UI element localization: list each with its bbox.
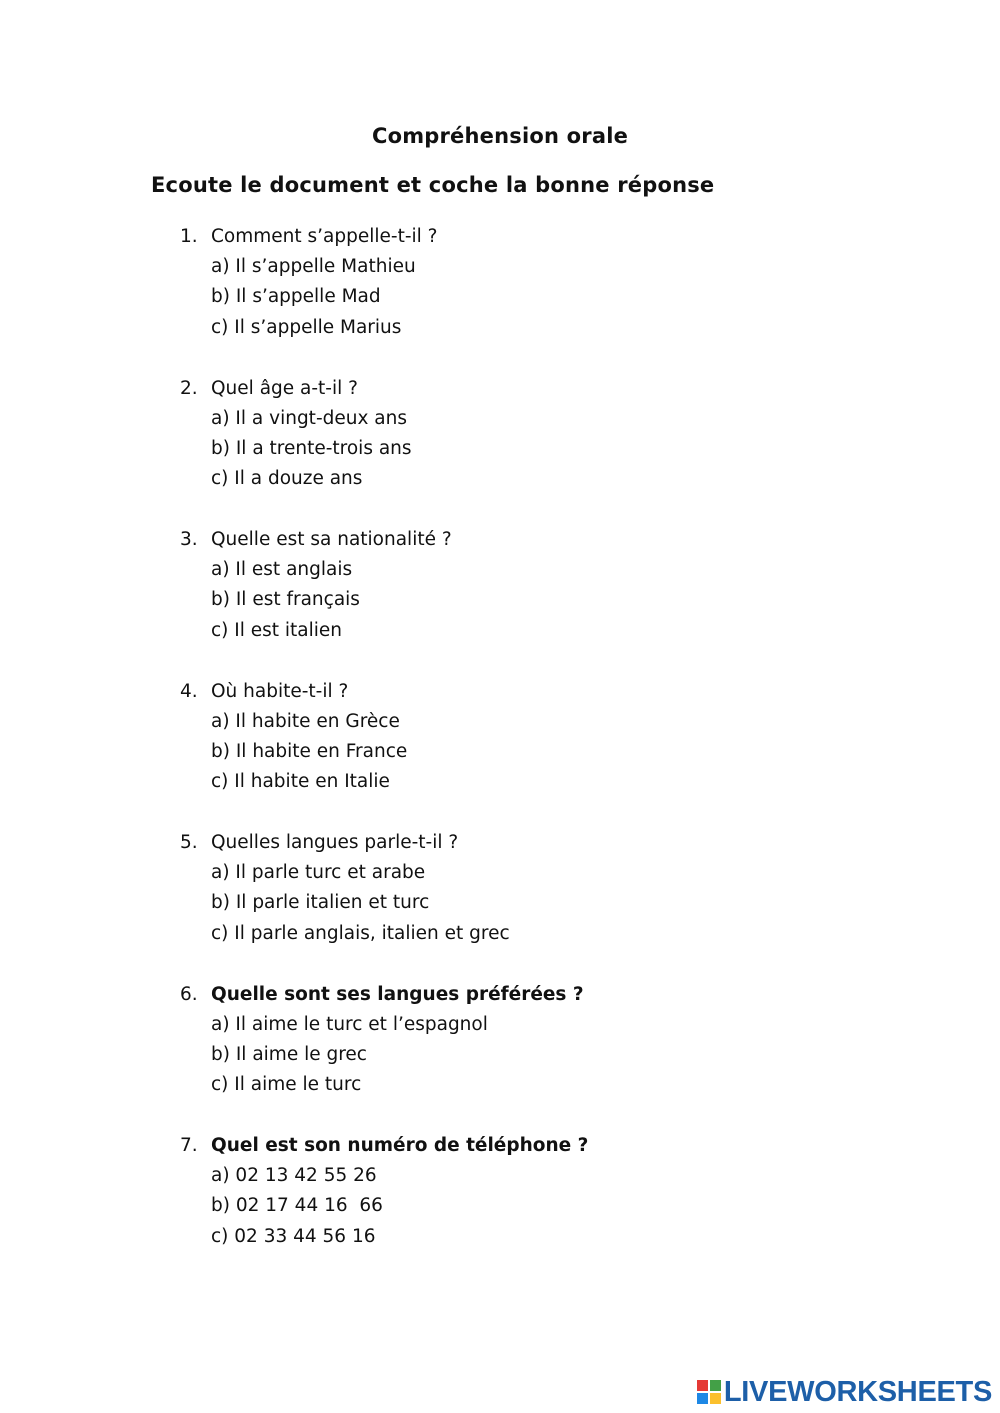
- logo-tile-yellow: [710, 1393, 721, 1404]
- question-2-option-a[interactable]: a) Il a vingt-deux ans: [211, 407, 407, 429]
- question-7-prompt: [180, 1131, 900, 1161]
- logo-tile-blue: [697, 1393, 708, 1404]
- question-4-prompt: [180, 677, 900, 707]
- question-3-option-c[interactable]: c) Il est italien: [211, 619, 343, 641]
- question-6-option-b[interactable]: b) Il aime le grec: [211, 1043, 367, 1065]
- question-1: [180, 222, 900, 374]
- question-5-option-c[interactable]: c) Il parle anglais, italien et grec: [211, 922, 510, 944]
- question-6-option-a[interactable]: a) Il aime le turc et l’espagnol: [211, 1013, 488, 1035]
- liveworksheets-logo-icon: [697, 1380, 721, 1404]
- question-3-prompt: [180, 525, 900, 555]
- question-6-option-c[interactable]: c) Il aime le turc: [211, 1074, 362, 1096]
- question-7-option-c[interactable]: c) 02 33 44 56 16: [211, 1225, 376, 1247]
- question-2-option-b[interactable]: b) Il a trente-trois ans: [211, 437, 412, 459]
- page-title: Compréhension orale: [371, 124, 629, 148]
- question-2: [180, 374, 900, 526]
- question-number: 2.: [180, 377, 198, 399]
- question-text: Quel âge a-t-il ?: [211, 377, 358, 399]
- question-5: [180, 828, 900, 980]
- question-3-option-a[interactable]: a) Il est anglais: [211, 559, 353, 581]
- question-number: 5.: [180, 832, 198, 853]
- question-7-option-a[interactable]: a) 02 13 42 55 26: [211, 1165, 377, 1187]
- question-list: [180, 222, 900, 1283]
- question-4: [180, 677, 900, 829]
- question-1-option-c[interactable]: c) Il s’appelle Marius: [211, 316, 402, 338]
- question-text: Comment s’appelle-t-il ?: [211, 226, 438, 247]
- question-3-option-b[interactable]: b) Il est français: [211, 589, 360, 611]
- question-7-option-b[interactable]: b) 02 17 44 16 66: [211, 1195, 383, 1217]
- question-7: [180, 1131, 900, 1283]
- question-2-option-c[interactable]: c) Il a douze ans: [211, 468, 363, 490]
- question-4-option-c[interactable]: c) Il habite en Italie: [211, 771, 390, 793]
- question-text: Quelles langues parle-t-il ?: [211, 832, 459, 853]
- question-1-option-a[interactable]: a) Il s’appelle Mathieu: [211, 256, 416, 278]
- question-text: Où habite-t-il ?: [211, 680, 349, 702]
- question-5-option-a[interactable]: a) Il parle turc et arabe: [211, 862, 426, 884]
- logo-tile-red: [697, 1380, 708, 1391]
- question-2-prompt: [180, 374, 900, 404]
- question-6-prompt: [180, 980, 900, 1010]
- question-6: [180, 980, 900, 1132]
- question-5-prompt: [180, 828, 900, 858]
- question-3: [180, 525, 900, 677]
- question-number: 4.: [180, 680, 198, 702]
- question-1-prompt: [180, 222, 900, 252]
- question-number: 1.: [180, 226, 198, 247]
- question-text: Quelle est sa nationalité ?: [211, 529, 452, 550]
- liveworksheets-logo[interactable]: [697, 1375, 992, 1409]
- question-text: Quel est son numéro de téléphone ?: [211, 1135, 589, 1156]
- instruction-heading: Ecoute le document et coche la bonne réponse: [151, 173, 715, 197]
- question-4-option-a[interactable]: a) Il habite en Grèce: [211, 710, 400, 732]
- question-4-option-b[interactable]: b) Il habite en France: [211, 740, 408, 762]
- question-number: 6.: [180, 983, 198, 1005]
- question-5-option-b[interactable]: b) Il parle italien et turc: [211, 892, 430, 914]
- logo-text: LIVEWORKSHEETS: [723, 1375, 992, 1408]
- question-1-option-b[interactable]: b) Il s’appelle Mad: [211, 286, 381, 308]
- logo-tile-green: [710, 1380, 721, 1391]
- question-text: Quelle sont ses langues préférées ?: [211, 983, 584, 1005]
- question-number: 3.: [180, 529, 198, 550]
- question-number: 7.: [180, 1135, 198, 1156]
